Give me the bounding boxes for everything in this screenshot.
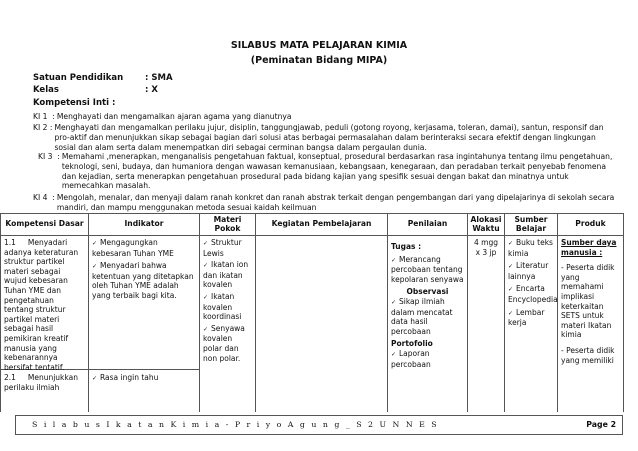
indikator-text: Mengagungkan kebesaran Tuhan YME bbox=[92, 238, 174, 258]
penilaian-text: Sikap ilmiah dalam mencatat data hasil percobaan bbox=[391, 296, 453, 336]
penilaian-text: Merancang percobaan tentang kepolaran senyawa bbox=[391, 254, 464, 284]
header-materi-pokok: Materi Pokok bbox=[200, 214, 256, 236]
header-produk: Produk bbox=[558, 214, 624, 236]
sumber-cell bbox=[505, 236, 558, 412]
produk-text: Peserta didik yang memiliki bbox=[561, 345, 615, 365]
produk-item: - Peserta didik yang memahami implikasi keterkaitan SETS untuk materi Ikatan kimia bbox=[561, 263, 615, 340]
indikator-item bbox=[92, 261, 196, 300]
ki-1-code: KI 1 : bbox=[33, 112, 55, 121]
page-title: SILABUS MATA PELAJARAN KIMIA bbox=[230, 40, 408, 51]
bullet-icon: ✓ bbox=[92, 263, 98, 271]
ki-4 bbox=[33, 193, 615, 213]
materi-text: Struktur Lewis bbox=[203, 238, 242, 258]
bullet-icon: ✓ bbox=[391, 298, 397, 306]
page-footer bbox=[15, 415, 623, 435]
kd-cell bbox=[1, 236, 89, 412]
bullet-icon: ✓ bbox=[203, 325, 209, 333]
bullet-icon: ✓ bbox=[203, 262, 209, 270]
header-indikator: Indikator bbox=[89, 214, 200, 236]
sumber-text: Lembar kerja bbox=[508, 307, 545, 328]
page-subtitle: (Peminatan Bidang MIPA) bbox=[250, 55, 388, 66]
indikator-item bbox=[92, 370, 196, 384]
materi-item bbox=[203, 324, 252, 363]
kegiatan-cell bbox=[256, 236, 388, 412]
ki-1 bbox=[33, 112, 613, 122]
bullet-icon: ✓ bbox=[508, 286, 514, 294]
bullet-icon: ✓ bbox=[92, 240, 98, 247]
produk-cell bbox=[558, 236, 624, 412]
header-penilaian: Penilaian bbox=[388, 214, 468, 236]
produk-title: Sumber daya manusia : bbox=[561, 238, 617, 257]
silabus-table bbox=[0, 213, 624, 412]
sumber-item bbox=[508, 261, 554, 281]
header-sumber: Sumber Belajar bbox=[505, 214, 558, 236]
table-header-row bbox=[1, 214, 624, 236]
materi-text: Ikatan kovalen koordinasi bbox=[203, 291, 242, 322]
kelas bbox=[33, 85, 158, 95]
bullet-icon: ✓ bbox=[391, 350, 397, 358]
ki-2 bbox=[33, 123, 615, 152]
header-kompetensi-dasar: Kompetensi Dasar bbox=[1, 214, 89, 236]
kd-2 bbox=[4, 370, 85, 392]
penilaian-tugas-label: Tugas : bbox=[391, 242, 422, 251]
sumber-text: Encarta Encyclopedia bbox=[508, 284, 558, 304]
indikator-item bbox=[92, 238, 196, 258]
sumber-text: Buku teks kimia bbox=[508, 238, 553, 258]
ki-4-text: Mengolah, menalar, dan menyaji dalam ranah konkret dan ranah abstrak terkait dengan pengembangan dari yang dipelajarinya di sekolah secara mandiri, dan mampu menggunakan metoda sesuai kaidah keilmuan bbox=[56, 193, 615, 212]
bullet-icon: ✓ bbox=[508, 240, 514, 247]
sumber-item bbox=[508, 284, 558, 304]
kelas-value: : X bbox=[145, 85, 158, 95]
materi-text: Senyawa kovalen polar dan non polar. bbox=[203, 323, 245, 363]
ki-3-text: Memahami ,menerapkan, menganalisis pengetahuan faktual, konseptual, prosedural berdasarkan rasa ingintahunya tentang ilmu pengetahuan, teknologi, seni, budaya, dan humaniora dengan wawasan kemanusiaan, kebangsaan, kenegaraan, dan peradaban terkait penyebab fenomena dan kejadian, serta menerapkan pengetahuan prosedural pada bidang kajian yang spesifik sesuai dengan bakat dan minatnya untuk memecahkan masalah. bbox=[61, 152, 613, 191]
kd-1-text: Menyadari adanya keteraturan struktur partikel materi sebagai wujud kebesaran Tuhan YME dan pengetahuan tentang struktur partikel materi sebagai hasil pemikiran kreatif manusia yang kebenarannya bersifat tentatif. bbox=[4, 238, 79, 372]
indikator-text: Rasa ingin tahu bbox=[100, 373, 159, 382]
bullet-icon: ✓ bbox=[508, 263, 514, 271]
page-number: Page 2 bbox=[586, 420, 616, 429]
ki-1-text: Menghayati dan mengamalkan ajaran agama yang dianutnya bbox=[56, 112, 292, 121]
alokasi-value: 4 mgg x 3 jp bbox=[474, 238, 498, 257]
ki-4-code: KI 4 : bbox=[33, 193, 55, 202]
footer-text: S i l a b u s I k a t a n K i m i a - P r i y o A g u n g _ S 2 U N N E S bbox=[32, 420, 439, 429]
bullet-icon: ✓ bbox=[92, 375, 98, 382]
satuan-pendidikan bbox=[33, 73, 173, 83]
bullet-icon: ✓ bbox=[391, 256, 397, 264]
bullet-icon: ✓ bbox=[203, 240, 209, 247]
satuan-label: Satuan Pendidikan bbox=[33, 73, 124, 83]
penilaian-item bbox=[391, 349, 464, 369]
kelas-label: Kelas bbox=[33, 85, 59, 95]
bullet-icon: ✓ bbox=[203, 293, 209, 301]
penilaian-observasi-label: Observasi bbox=[406, 287, 449, 297]
penilaian-item bbox=[391, 297, 464, 336]
penilaian-cell bbox=[388, 236, 468, 412]
kd-2-num: 2.1 bbox=[4, 373, 16, 382]
ki-2-code: KI 2 : bbox=[33, 123, 53, 132]
penilaian-item bbox=[391, 255, 464, 285]
kd-1-num: 1.1 bbox=[4, 238, 16, 247]
sumber-item bbox=[508, 238, 554, 258]
sumber-text: Literatur lainnya bbox=[508, 261, 549, 281]
indikator-text: Menyadari bahwa ketentuan yang ditetapkan oleh Tuhan YME adalah yang terbaik bagi kita. bbox=[92, 261, 194, 300]
kd-1 bbox=[4, 238, 85, 372]
bullet-icon: ✓ bbox=[508, 309, 514, 317]
materi-cell bbox=[200, 236, 256, 412]
materi-text: Ikatan ion dan ikatan kovalen bbox=[203, 260, 249, 290]
materi-item bbox=[203, 238, 252, 258]
satuan-value: : SMA bbox=[145, 73, 173, 83]
penilaian-portofolio-label: Portofolio bbox=[391, 339, 433, 349]
kd-2-text: Menunjukkan perilaku ilmiah bbox=[4, 373, 78, 392]
header-kegiatan: Kegiatan Pembelajaran bbox=[256, 214, 388, 236]
ki-3 bbox=[38, 152, 616, 191]
ki-2-text: Menghayati dan mengamalkan perilaku jujur, disiplin, tanggungjawab, peduli (gotong royong, kerjasama, toleran, damai), santun, responsif dan pro-aktif dan menunjukkan sikap sebagai bagian dari solusi atas berbagai permasalahan dalam berinteraksi secara efektif dengan lingkungan sosial dan alam serta dalam menempatkan diri sebagai cerminan bangsa dalam pergaulan dunia. bbox=[54, 123, 604, 152]
sumber-item bbox=[508, 308, 554, 328]
produk-text: Peserta didik yang memahami implikasi keterkaitan SETS untuk materi Ikatan kimia bbox=[561, 263, 615, 340]
penilaian-text: Laporan percobaan bbox=[391, 348, 431, 369]
indikator-cell bbox=[89, 236, 200, 412]
produk-item: - Peserta didik yang memiliki bbox=[561, 345, 615, 365]
alokasi-cell bbox=[468, 236, 505, 412]
materi-item bbox=[203, 292, 252, 322]
materi-item bbox=[203, 260, 252, 290]
table-row bbox=[1, 236, 624, 412]
header-alokasi: Alokasi Waktu bbox=[468, 214, 505, 236]
ki-3-code: KI 3 : bbox=[38, 152, 60, 161]
kompetensi-inti-label: Kompetensi Inti : bbox=[33, 98, 116, 108]
